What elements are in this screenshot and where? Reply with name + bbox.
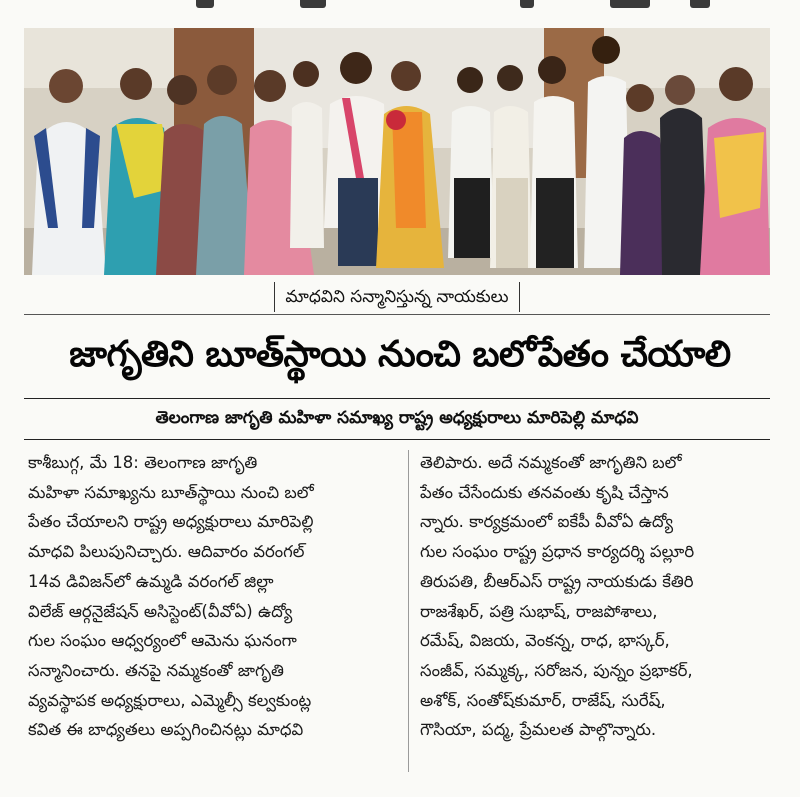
body-column-right bbox=[420, 448, 772, 778]
news-photo bbox=[24, 28, 770, 275]
body-line: కవిత ఈ బాధ్యతలు అప్పగించినట్లు మాధవి bbox=[28, 720, 304, 740]
body-line: అశోక్, సంతోష్‌కుమార్, రాజేష్, సురేష్, bbox=[420, 690, 666, 710]
body-line: తిరుపతి, బీఆర్ఎస్ రాష్ట్ర నాయకుడు కేతిరి bbox=[420, 571, 694, 591]
group-photo-icon bbox=[24, 28, 770, 275]
body-line: కాశీబుగ్గ, మే 18: తెలంగాణ జాగృతి bbox=[28, 453, 258, 472]
body-line: గుల సంఘం ఆధ్వర్యంలో ఆమెను ఘనంగా bbox=[28, 631, 297, 651]
body-line: మాధవి పిలుపునిచ్చారు. ఆదివారం వరంగల్ bbox=[28, 542, 305, 562]
body-line: విలేజ్ ఆర్గనైజేషన్ అసిస్టెంట్(వీవోఏ) ఉద్యో bbox=[28, 601, 293, 621]
photo-caption bbox=[24, 282, 770, 315]
body-line: సంజీవ్, సమ్మక్క, సరోజన, పున్నం ప్రభాకర్, bbox=[420, 660, 693, 680]
body-column-left bbox=[28, 448, 402, 778]
body-line: మహిళా సమాఖ్యను బూత్‌స్థాయి నుంచి బలో bbox=[28, 482, 314, 502]
body-line: రాజశేఖర్, పత్రి సుభాష్, రాజపోశాలు, bbox=[420, 601, 658, 621]
body-line: గుల సంఘం రాష్ట్ర ప్రధాన కార్యదర్శి పల్లూరి bbox=[420, 542, 695, 562]
body-line: వ్యవస్థాపక అధ్యక్షురాలు, ఎమ్మెల్సీ కల్వకుంట్ల bbox=[28, 690, 312, 710]
subhead: తెలంగాణ జాగృతి మహిళా సమాఖ్య రాష్ట్ర అధ్యక్షురాలు మారిపెల్లి మాధవి bbox=[155, 408, 639, 428]
previous-article-fragment bbox=[0, 0, 800, 14]
body-line: పేతం చేయాలని రాష్ట్ర అధ్యక్షురాలు మారిపెల్లి bbox=[28, 512, 314, 532]
subhead-bar bbox=[24, 398, 770, 440]
body-line: సన్మానించారు. తనపై నమ్మకంతో జాగృతి bbox=[28, 660, 284, 680]
column-divider bbox=[408, 450, 409, 772]
caption-text: మాధవిని సన్మానిస్తున్న నాయకులు bbox=[274, 282, 519, 312]
body-line: పేతం చేసేందుకు తనవంతు కృషి చేస్తాన bbox=[420, 482, 669, 502]
headline: జాగృతిని బూత్‌స్థాయి నుంచి బలోపేతం చేయాలి bbox=[69, 334, 731, 375]
body-line: గౌసియా, పద్మ, ప్రేమలత పాల్గొన్నారు. bbox=[420, 720, 657, 740]
body-line: 14వ డివిజన్‌లో ఉమ్మడి వరంగల్ జిల్లా bbox=[28, 571, 274, 591]
body-line: తెలిపారు. అదే నమ్మకంతో జాగృతిని బలో bbox=[420, 453, 682, 472]
body-line: రమేష్, విజయ, వెంకన్న, రాధ, భాస్కర్, bbox=[420, 631, 670, 651]
body-line: న్నారు. కార్యక్రమంలో ఐకేపీ వీవోఏ ఉద్యో bbox=[420, 512, 674, 532]
